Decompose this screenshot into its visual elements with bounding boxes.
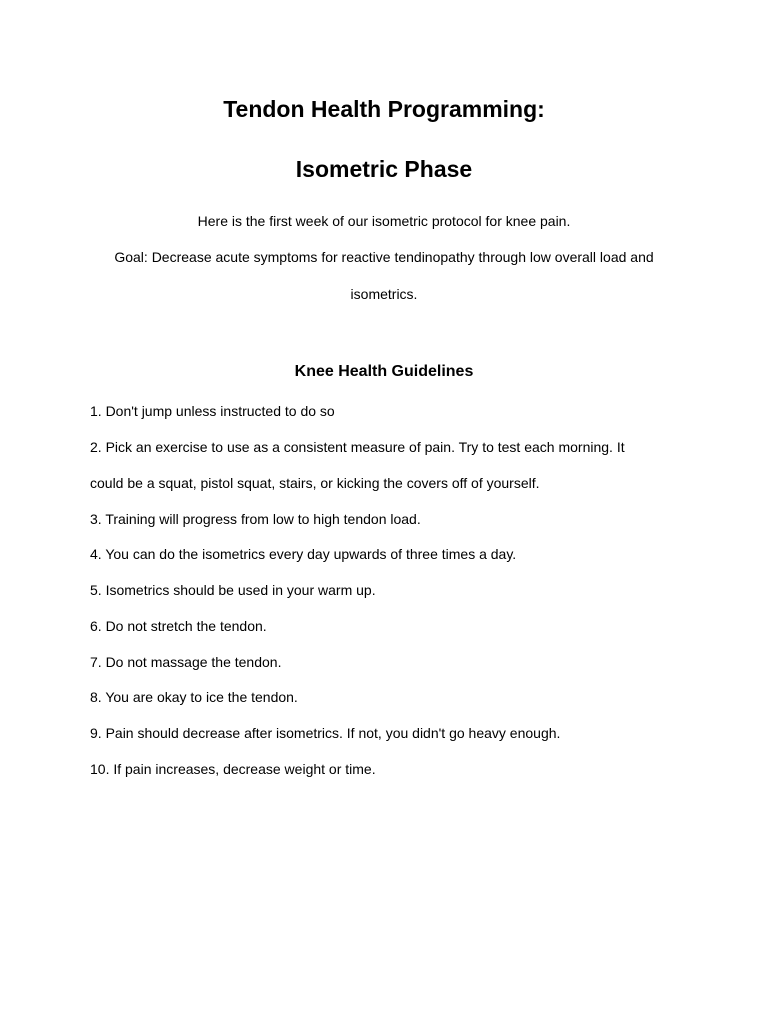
guideline-item: 3. Training will progress from low to high tendon load. <box>90 511 421 527</box>
intro-text: Here is the first week of our isometric protocol for knee pain. <box>197 213 571 229</box>
guideline-item-continuation: could be a squat, pistol squat, stairs, or kicking the covers off of yourself. <box>90 475 540 491</box>
guideline-item: 4. You can do the isometrics every day upwards of three times a day. <box>90 546 517 562</box>
document-subtitle: Isometric Phase <box>295 156 473 182</box>
guideline-item: 8. You are okay to ice the tendon. <box>90 689 298 705</box>
guideline-item: 7. Do not massage the tendon. <box>90 654 282 670</box>
guideline-item: 6. Do not stretch the tendon. <box>90 618 267 634</box>
guideline-item: 9. Pain should decrease after isometrics. If not, you didn't go heavy enough. <box>90 725 561 741</box>
guideline-item: 1. Don't jump unless instructed to do so <box>90 403 335 419</box>
goal-text-line-1: Goal: Decrease acute symptoms for reactive tendinopathy through low overall load and <box>114 249 654 265</box>
guideline-item: 5. Isometrics should be used in your warm up. <box>90 582 376 598</box>
guideline-item: 10. If pain increases, decrease weight or time. <box>90 761 376 777</box>
document-title: Tendon Health Programming: <box>223 96 545 122</box>
section-heading: Knee Health Guidelines <box>294 363 474 380</box>
goal-text-line-2: isometrics. <box>350 286 418 302</box>
guideline-item: 2. Pick an exercise to use as a consistent measure of pain. Try to test each morning. It <box>90 439 625 455</box>
